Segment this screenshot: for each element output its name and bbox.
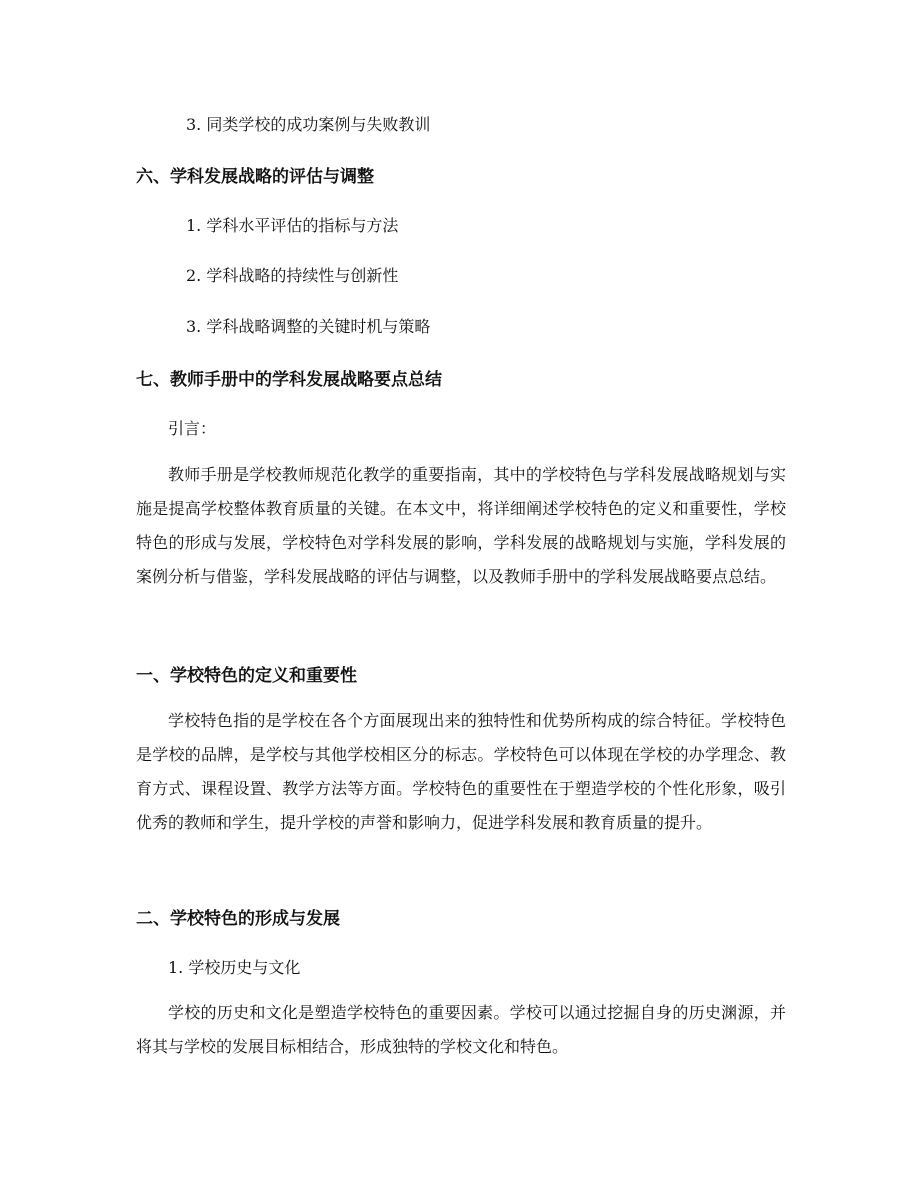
list-item-adjustment-timing: 3. 学科战略调整的关键时机与策略 <box>186 317 431 336</box>
section-heading-1: 一、学校特色的定义和重要性 <box>136 666 357 686</box>
intro-label: 引言： <box>168 419 217 438</box>
section2-paragraph: 学校的历史和文化是塑造学校特色的重要因素。学校可以通过挖掘自身的历史渊源，并将其与学校的发展目标相结合，形成独特的学校文化和特色。 <box>136 1003 786 1056</box>
subsection-heading-history: 1. 学校历史与文化 <box>168 958 301 977</box>
intro-paragraph: 教师手册是学校教师规范化教学的重要指南，其中的学校特色与学科发展战略规划与实施是提高学校整体教育质量的关键。在本文中，将详细阐述学校特色的定义和重要性，学校特色的形成与发展，学校特色对学科发展的影响，学科发展的战略规划与实施，学科发展的案例分析与借鉴，学科发展战略的评估与调整，以及教师手册中的学科发展战略要点总结。 <box>136 465 786 586</box>
list-item-sustainability: 2. 学科战略的持续性与创新性 <box>186 266 399 285</box>
list-item-cases: 3. 同类学校的成功案例与失败教训 <box>186 115 431 134</box>
section-heading-6: 六、学科发展战略的评估与调整 <box>136 167 374 187</box>
section-heading-7: 七、教师手册中的学科发展战略要点总结 <box>136 370 442 390</box>
list-item-evaluation-metrics: 1. 学科水平评估的指标与方法 <box>186 216 399 235</box>
section1-paragraph: 学校特色指的是学校在各个方面展现出来的独特性和优势所构成的综合特征。学校特色是学校的品牌，是学校与其他学校相区分的标志。学校特色可以体现在学校的办学理念、教育方式、课程设置、教学方法等方面。学校特色的重要性在于塑造学校的个性化形象，吸引优秀的教师和学生，提升学校的声誉和影响力，促进学科发展和教育质量的提升。 <box>136 711 786 832</box>
section-heading-2: 二、学校特色的形成与发展 <box>136 909 340 929</box>
